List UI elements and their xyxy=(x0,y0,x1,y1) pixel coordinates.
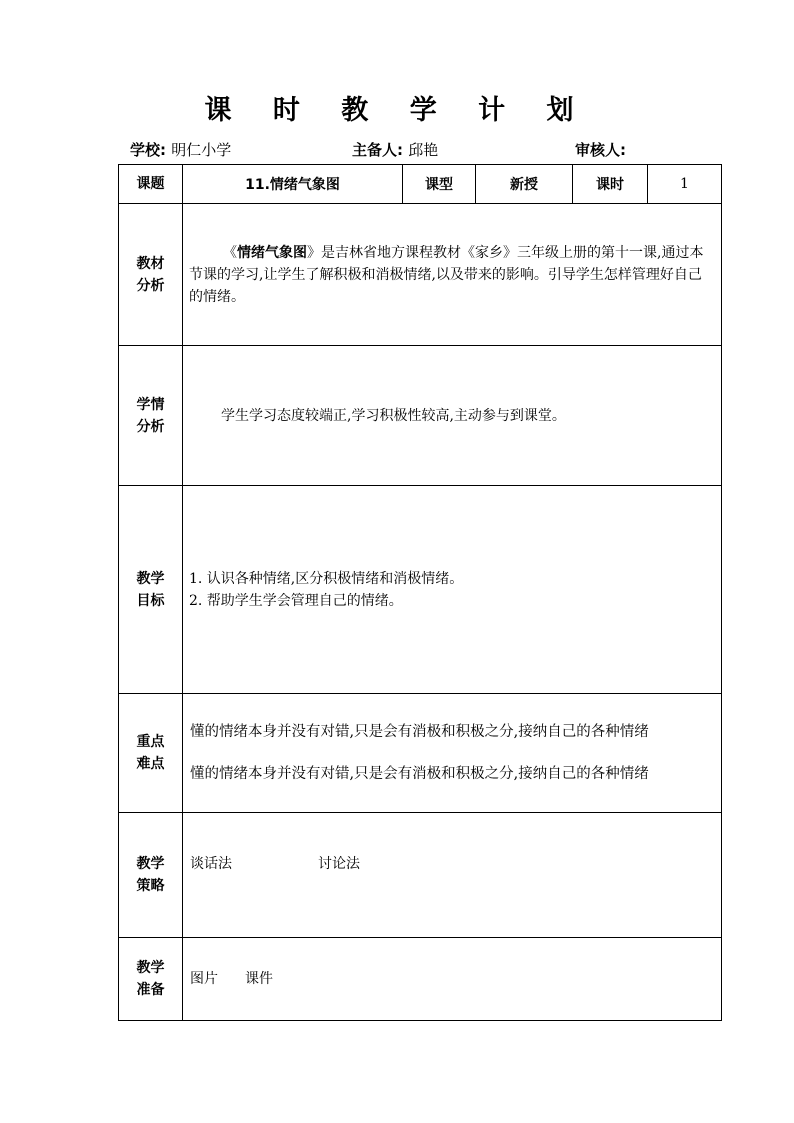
teaching-prep-label xyxy=(119,938,183,1021)
topic-label: 课题 xyxy=(119,165,183,204)
school-field xyxy=(130,140,231,160)
teaching-prep-content xyxy=(183,938,722,1021)
label-line: 教学 xyxy=(136,856,165,872)
key-points-label xyxy=(119,694,183,813)
preparer-field xyxy=(352,140,438,160)
period-label: 课时 xyxy=(573,165,648,204)
student-analysis-row xyxy=(119,346,722,486)
type-label: 课型 xyxy=(403,165,476,204)
school-label: 学校: xyxy=(130,141,166,159)
teaching-strategy-row xyxy=(119,813,722,938)
label-line: 分析 xyxy=(136,418,165,435)
page-title: 课 时 教 学 计 划 xyxy=(204,95,590,126)
book-title: 情绪气象图 xyxy=(237,245,307,261)
label-line: 目标 xyxy=(136,592,165,609)
label-line: 分析 xyxy=(136,277,165,294)
header-row xyxy=(119,165,722,204)
teaching-goals-content xyxy=(183,486,722,694)
student-analysis-text: 学生学习态度较端正,学习积极性较高,主动参与到课堂。 xyxy=(221,407,566,424)
label-line: 教材 xyxy=(136,255,165,272)
label-line: 难点 xyxy=(136,756,165,772)
type-value: 新授 xyxy=(476,165,573,204)
teaching-prep-row xyxy=(119,938,722,1021)
label-line: 学情 xyxy=(136,396,165,413)
textbook-analysis-content xyxy=(183,204,722,346)
teaching-goals-row xyxy=(119,486,722,694)
reviewer-label: 审核人: xyxy=(575,141,626,159)
textbook-analysis-text xyxy=(183,204,721,308)
period-value: 1 xyxy=(648,165,722,204)
analysis-text: 》是吉林省地方课程教材《家乡》三年级上册的第十一课,通过本节课的学习,让学生了解积极和消极情绪,以及带来的影响。引导学生怎样管理好自己的情绪。 xyxy=(189,245,704,305)
strategy-methods xyxy=(183,813,721,875)
strategy-method: 讨论法 xyxy=(318,856,360,872)
school-value: 明仁小学 xyxy=(171,141,232,159)
reviewer-field xyxy=(575,140,626,160)
preparer-label: 主备人: xyxy=(352,141,403,159)
prep-items xyxy=(183,968,721,990)
label-line: 重点 xyxy=(136,734,165,750)
prep-item: 课件 xyxy=(245,971,273,987)
lesson-plan-table xyxy=(118,164,722,1021)
goal-item: 1. 认识各种情绪,区分积极情绪和消极情绪。 xyxy=(189,570,464,587)
textbook-analysis-label xyxy=(119,204,183,346)
label-line: 教学 xyxy=(136,570,165,587)
strategy-method: 谈话法 xyxy=(190,856,232,872)
label-line: 教学 xyxy=(136,960,165,976)
label-line: 准备 xyxy=(136,982,165,998)
key-point-line: 懂的情绪本身并没有对错,只是会有消极和积极之分,接纳自己的各种情绪 xyxy=(190,724,649,740)
key-points-content xyxy=(183,694,722,813)
student-analysis-label xyxy=(119,346,183,486)
goal-item: 2. 帮助学生学会管理自己的情绪。 xyxy=(189,592,403,609)
student-analysis-content xyxy=(183,346,722,486)
key-points-row xyxy=(119,694,722,813)
teaching-strategy-label xyxy=(119,813,183,938)
label-line: 策略 xyxy=(136,878,165,894)
key-point-line: 懂的情绪本身并没有对错,只是会有消极和积极之分,接纳自己的各种情绪 xyxy=(190,766,649,782)
preparer-value: 邱艳 xyxy=(408,141,439,159)
textbook-analysis-row xyxy=(119,204,722,346)
open-quote: 《 xyxy=(223,245,237,261)
teaching-strategy-content xyxy=(183,813,722,938)
prep-item: 图片 xyxy=(190,971,218,987)
topic-value: 11.情绪气象图 xyxy=(183,165,403,204)
teaching-goals-label xyxy=(119,486,183,694)
